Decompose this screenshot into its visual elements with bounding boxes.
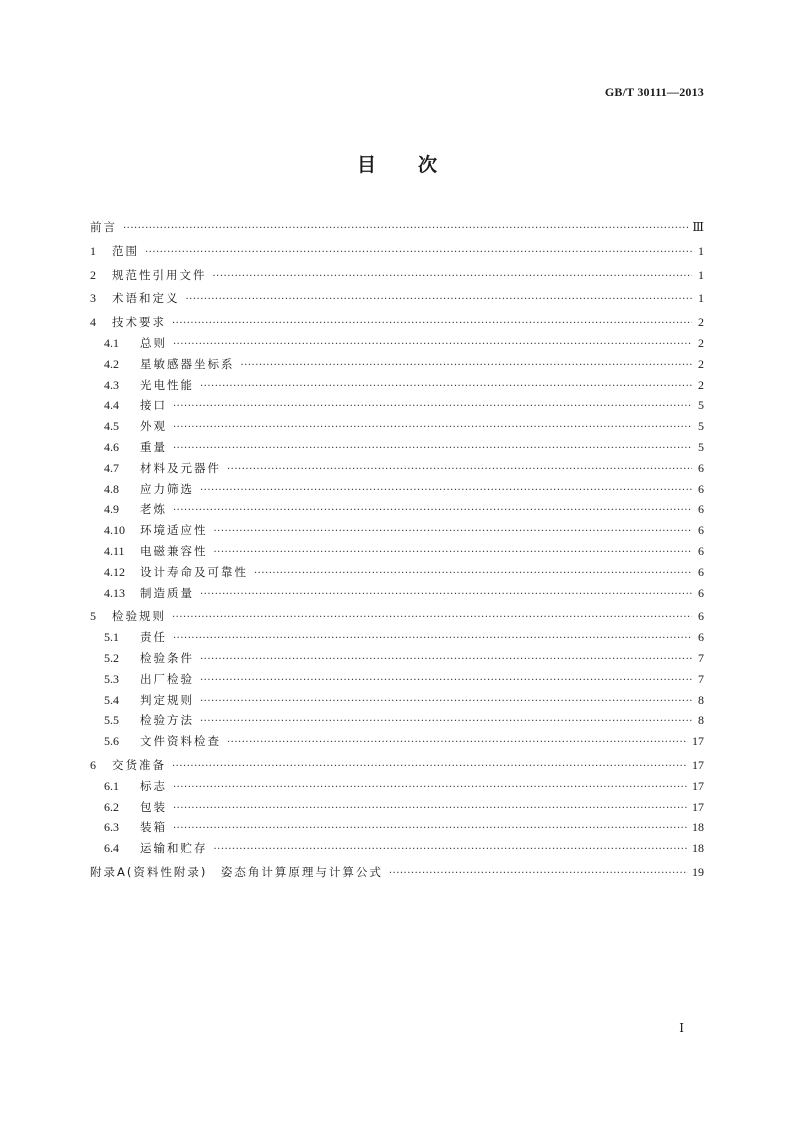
table-of-contents [90,217,704,883]
toc-entry-subsection[interactable] [90,541,704,562]
toc-entry-number: 3 [90,291,96,306]
toc-entry-number: 4.6 [104,439,119,454]
toc-entry-page: 6 [698,630,704,645]
toc-entry-label: 术语和定义 [112,291,180,306]
toc-entry-subsection[interactable] [90,776,704,797]
toc-entry-number: 6 [90,757,96,772]
toc-entry-label: 检验规则 [112,609,166,624]
toc-entry-page: 6 [698,609,704,624]
toc-entry-number: 4.7 [104,460,119,475]
dot-leader [172,757,688,778]
toc-entry-number: 4.3 [104,377,119,392]
toc-entry-subsection[interactable] [90,731,704,752]
toc-entry-number: 5.5 [104,713,119,728]
toc-entry-label: 标志 [140,778,167,793]
dot-leader [173,819,688,840]
toc-entry-subsection[interactable] [90,375,704,396]
toc-entry-number: 4.13 [104,585,125,600]
toc-entry-number: 5.4 [104,692,119,707]
toc-entry-number: 6.1 [104,778,119,793]
dot-leader [186,290,693,311]
toc-entry-subsection[interactable] [90,499,704,520]
toc-entry-number: 4.11 [104,543,125,558]
dot-leader [227,460,692,481]
toc-entry-page: 2 [698,356,704,371]
toc-entry-label: 包装 [140,799,167,814]
dot-leader [173,501,692,522]
toc-entry-number: 4.8 [104,481,119,496]
toc-entry-subsection[interactable] [90,520,704,541]
toc-entry-section[interactable] [90,606,704,627]
dot-leader [173,418,692,439]
dot-leader [173,629,692,650]
toc-entry-number: 4.5 [104,419,119,434]
dot-leader [389,864,688,885]
toc-entry-number: 4.12 [104,564,125,579]
toc-entry-page: 17 [692,799,704,814]
toc-entry-label: 电磁兼容性 [140,543,208,558]
toc-entry-label: 检验条件 [140,650,194,665]
toc-entry-subsection[interactable] [90,479,704,500]
toc-entry-page: 5 [698,439,704,454]
toc-entry-subsection[interactable] [90,416,704,437]
toc-entry-number: 5.3 [104,671,119,686]
toc-entry-section[interactable] [90,288,704,309]
toc-entry-label: 交货准备 [112,757,166,772]
toc-entry-subsection[interactable] [90,817,704,838]
toc-entry-page: 1 [698,267,704,282]
dot-leader [227,733,688,754]
toc-entry-label: 重量 [140,439,167,454]
toc-entry-label: 星敏感器坐标系 [140,356,235,371]
dot-leader [173,335,692,356]
toc-entry-number: 6.4 [104,841,119,856]
toc-entry-number: 5 [90,609,96,624]
toc-entry-label: 判定规则 [140,692,194,707]
toc-entry-label: 装箱 [140,820,167,835]
toc-entry-page: 7 [698,650,704,665]
toc-entry-subsection[interactable] [90,797,704,818]
dot-leader [214,543,693,564]
toc-entry-page: 1 [698,243,704,258]
dot-leader [254,564,692,585]
page-number: Ⅰ [679,1021,684,1035]
dot-leader [200,671,692,692]
dot-leader [173,778,688,799]
toc-entry-subsection[interactable] [90,669,704,690]
toc-entry-subsection[interactable] [90,583,704,604]
toc-entry-label: 规范性引用文件 [112,267,207,282]
toc-entry-label: 出厂检验 [140,671,194,686]
toc-entry-subsection[interactable] [90,333,704,354]
dot-leader [200,712,692,733]
toc-entry-page: 6 [698,502,704,517]
toc-entry-section[interactable] [90,265,704,286]
page-title: 目次 [356,154,479,176]
toc-entry-subsection[interactable] [90,838,704,859]
dot-leader [172,608,692,629]
toc-entry-label: 接口 [140,398,167,413]
toc-entry-label: 责任 [140,630,167,645]
toc-entry-number: 4.4 [104,398,119,413]
toc-entry-page: 8 [698,713,704,728]
toc-entry-subsection[interactable] [90,562,704,583]
toc-entry-label: 范围 [112,243,139,258]
toc-entry-page: 8 [698,692,704,707]
toc-entry-subsection[interactable] [90,437,704,458]
toc-entry-label: 总则 [140,335,167,350]
toc-entry-number: 5.1 [104,630,119,645]
toc-entry-number: 6.2 [104,799,119,814]
dot-leader [200,377,692,398]
toc-entry-page: 2 [698,335,704,350]
toc-entry-subsection[interactable] [90,710,704,731]
toc-entry-label: 环境适应性 [140,523,208,538]
toc-entry-page: 5 [698,398,704,413]
dot-leader [200,481,692,502]
toc-entry-subsection[interactable] [90,458,704,479]
toc-entry-number: 5.6 [104,734,119,749]
dot-leader [200,585,692,606]
toc-entry-number: 4.1 [104,335,119,350]
dot-leader [173,799,688,820]
toc-entry-subsection[interactable] [90,690,704,711]
toc-entry-page: 2 [698,377,704,392]
toc-entry-page: 18 [692,820,704,835]
toc-entry-page: 6 [698,481,704,496]
dot-leader [172,314,692,335]
toc-entry-foreword[interactable] [90,217,704,238]
dot-leader [123,219,688,240]
toc-entry-page: 7 [698,671,704,686]
toc-entry-page: 6 [698,564,704,579]
toc-entry-number: 6.3 [104,820,119,835]
toc-entry-page: Ⅲ [692,220,704,234]
dot-leader [200,692,692,713]
dot-leader [241,356,693,377]
toc-entry-section[interactable] [90,241,704,262]
toc-entry-page: 17 [692,757,704,772]
toc-entry-label: 附录A(资料性附录) 姿态角计算原理与计算公式 [90,864,383,879]
toc-entry-subsection[interactable] [90,395,704,416]
toc-entry-subsection[interactable] [90,627,704,648]
toc-entry-page: 2 [698,315,704,330]
dot-leader [214,522,693,543]
toc-entry-number: 4.9 [104,502,119,517]
toc-entry-label: 检验方法 [140,713,194,728]
toc-entry-page: 19 [692,864,704,879]
toc-entry-section[interactable] [90,312,704,333]
toc-entry-page: 6 [698,543,704,558]
toc-entry-label: 应力筛选 [140,481,194,496]
toc-entry-label: 老炼 [140,502,167,517]
toc-entry-label: 材料及元器件 [140,460,221,475]
toc-entry-label: 设计寿命及可靠性 [140,564,248,579]
toc-entry-page: 6 [698,460,704,475]
toc-entry-number: 4.10 [104,523,125,538]
dot-leader [214,840,689,861]
toc-entry-page: 18 [692,841,704,856]
dot-leader [213,267,693,288]
toc-entry-page: 6 [698,585,704,600]
toc-entry-number: 5.2 [104,650,119,665]
toc-entry-page: 6 [698,523,704,538]
toc-entry-label: 光电性能 [140,377,194,392]
toc-entry-number: 1 [90,243,96,258]
toc-entry-number: 4.2 [104,356,119,371]
toc-entry-label: 文件资料检查 [140,734,221,749]
dot-leader [173,397,692,418]
toc-entry-number: 2 [90,267,96,282]
toc-entry-label: 制造质量 [140,585,194,600]
toc-entry-page: 1 [698,291,704,306]
toc-entry-appendix[interactable] [90,862,704,883]
standard-code: GB/T 30111—2013 [604,85,704,99]
toc-entry-subsection[interactable] [90,354,704,375]
dot-leader [145,243,692,264]
toc-entry-page: 17 [692,778,704,793]
dot-leader [173,439,692,460]
toc-entry-number: 4 [90,315,96,330]
toc-entry-section[interactable] [90,755,704,776]
toc-entry-label: 技术要求 [112,315,166,330]
toc-entry-subsection[interactable] [90,648,704,669]
toc-entry-label: 前言 [90,220,117,234]
toc-entry-label: 外观 [140,419,167,434]
toc-entry-label: 运输和贮存 [140,841,208,856]
toc-entry-page: 5 [698,419,704,434]
dot-leader [200,650,692,671]
toc-entry-page: 17 [692,734,704,749]
